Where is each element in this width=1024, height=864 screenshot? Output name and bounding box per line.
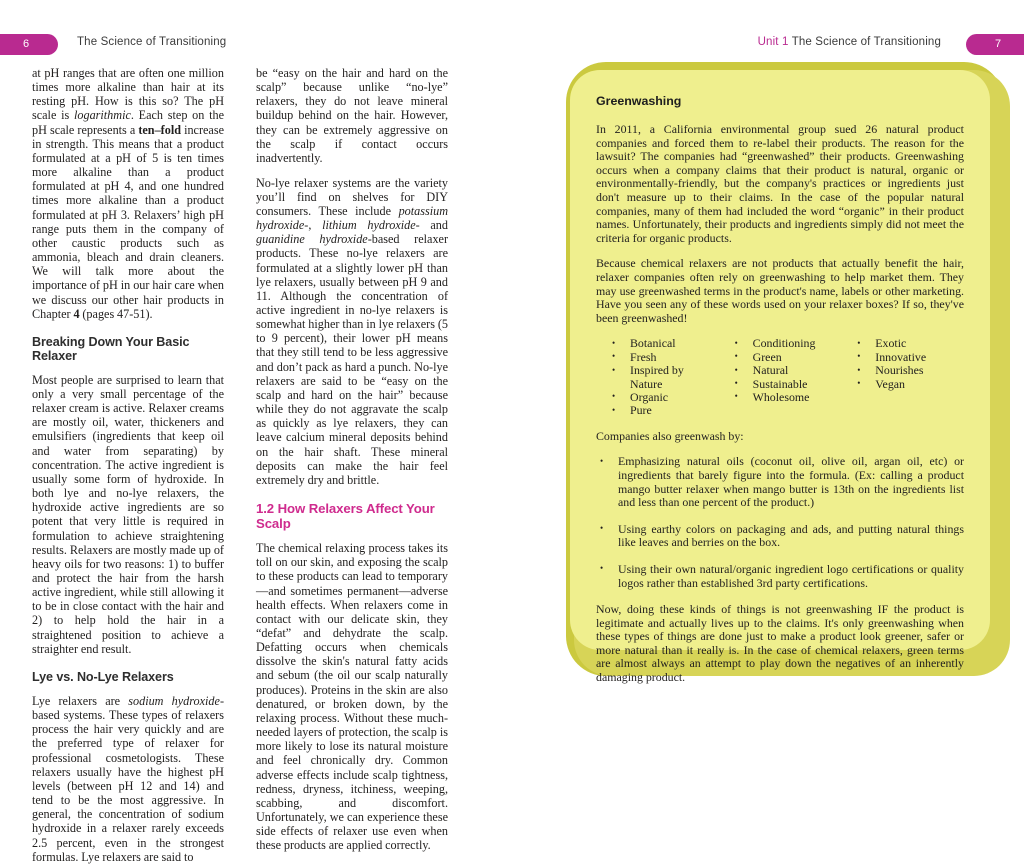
greenwashed-words-column-3 — [841, 337, 964, 417]
list-item: • Sustainable — [733, 378, 842, 391]
unit-label: Unit 1 — [757, 36, 789, 48]
callout-paragraph-1: In 2011, a California environmental group sued 26 natural product companies and forced them to re-label their products. The reason for the lawsuit? The companies had “greenwashed” their products. Greenwashing occurs when a company claims that their product is natural, organic or environmentally-friendly, but the company's practices or ingredients just don't measure up to their claims. In the case of the popular natural companies, many of them had included the word “organic” in their product names. Unfortunately, their products and ingredients simply did not meet the criteria for organic products. — [596, 122, 964, 245]
list-item: • Natural — [733, 364, 842, 377]
paragraph-basic-relaxer: Most people are surprised to learn that only a very small percentage of the relaxer cream is active. Relaxer creams are mostly oil, water, thickeners and emulsifiers (ingredients that keep oil and water from separating) by concentration. The active ingredient is usually some form of hydroxide. In both lye and no-lye relaxers, the hydroxide active ingredients are so potent that very little is required in formulation to achieve straightening results. Relaxers are mostly made up of heavy oils for two reasons: 1) to buffer and protect the hair from the harsh active ingredient, while still allowing it to be in close contact with the hair and 2) to help hold the hair in a straightened position to achieve a straighter end result. — [32, 372, 224, 656]
left-page-column-two — [256, 66, 448, 852]
greenwashed-words-column-2 — [719, 337, 842, 417]
list-item: • Green — [733, 351, 842, 364]
page-number-left: 6 — [0, 34, 58, 55]
list-item: • Vegan — [855, 378, 964, 391]
right-page — [512, 0, 1024, 731]
paragraph-lye-relaxers: Lye relaxers are sodium hydroxide-based systems. These types of relaxers process the hair very quickly and are the preferred type of relaxer for professional cosmetologists. These relaxers usually have the highest pH levels (between pH 12 and 14) and tend to be the most aggressive. In general, the concentration of sodium hydroxide in a relaxer rarely exceeds 2.5 percent, even in the strongest formulas. Lye relaxers are said to — [32, 693, 224, 864]
callout-paragraph-2: Because chemical relaxers are not products that actually benefit the hair, relaxer companies often rely on greenwashing to help market them. They may use greenwashed terms in the product's name, labels or other marketing. Have you seen any of these words used on your relaxer boxes? If so, they've been greenwashed! — [596, 256, 964, 325]
list-item: • Fresh — [610, 351, 719, 364]
running-head-left — [77, 36, 226, 48]
paragraph-continued-col2: be “easy on the hair and hard on the scalp” because unlike “no-lye” relaxers, they do not leave mineral buildup behind on the hair. However, they can be extremely aggressive on the scalp if contact occurs inadvertently. — [256, 66, 448, 165]
callout-lead-in: Companies also greenwash by: — [596, 428, 744, 443]
heading-lye-vs-no-lye-relaxers: Lye vs. No-Lye Relaxers — [32, 669, 174, 684]
list-item: • Wholesome — [733, 391, 842, 404]
list-item: • Exotic — [855, 337, 964, 350]
list-item: • Innovative — [855, 351, 964, 364]
list-item: • Nourishes — [855, 364, 964, 377]
heading-breaking-down-your-basic-relaxer: Breaking Down Your Basic Relaxer — [32, 334, 190, 363]
running-head-left-title: The Science of Transitioning — [77, 36, 227, 48]
left-page — [0, 60, 512, 864]
callout-bullet-2: • Using earthy colors on packaging and ads, and putting natural things like leaves and berries on the box. — [596, 523, 964, 550]
left-page-column-one — [32, 66, 224, 864]
list-item: • Pure — [610, 404, 719, 417]
paragraph-continued-col1: at pH ranges that are often one million times more alkaline than hair at its resting pH. How is this so? The pH scale is logarithmic. Each step on the pH scale represents a ten–fold increase in strength. This means that a product formulated at a pH of 5 is ten times more alkaline than a product formulated at pH 4, and one hundred times more alkaline than a product formulated at pH 3. Relaxers’ high pH range puts them in the company of other caustic products such as ammonia, bleach and drain cleaners. We will talk more about the importance of pH in our hair care when we discuss our other hair products in Chapter 4 (pages 47-51). — [32, 66, 224, 321]
list-item: • Inspired by Nature — [610, 364, 719, 391]
paragraph-relaxing-process: The chemical relaxing process takes its toll on our skin, and exposing the scalp to these products can lead to temporary—and sometimes permanent—adverse health effects. When relaxers come in contact with our delicate skin, they “defat” and dehydrate the scalp. Defatting occurs when chemicals dissolve the skin's natural fatty acids and sebum (the oil our scalp naturally produces). Proteins in the skin are also denatured, or broken down, by the relaxing process. Without these much-needed layers of protection, the scalp is more likely to lose its natural moisture and feel chronically dry. Common adverse effects include scalp tightness, redness, dryness, itchiness, weeping, scabbing, and discomfort. Unfortunately, we can experience these side effects of relaxer use even when these products are applied correctly. — [256, 541, 448, 853]
greenwashed-words-list — [596, 337, 964, 417]
greenwashed-words-column-1 — [596, 337, 719, 417]
callout-closing-paragraph: Now, doing these kinds of things is not greenwashing IF the product is legitimate and actually lives up to the claims. It's only greenwashing when these types of things are done just to make a product look greener, safer or more natural than it really is. In the case of chemical relaxers, green terms are almost always an attempt to play down the negatives of an inherently damaging product. — [596, 602, 964, 685]
list-item: • Organic — [610, 391, 719, 404]
running-head-right-title: The Science of Transitioning — [791, 36, 941, 48]
page-number-right: 7 — [966, 34, 1024, 55]
callout-title: Greenwashing — [596, 94, 682, 108]
heading-how-relaxers-affect-your-scalp: 1.2 How Relaxers Affect Your Scalp — [256, 501, 435, 532]
list-item: • Botanical — [610, 337, 719, 350]
paragraph-no-lye-relaxers: No-lye relaxer systems are the variety you’ll find on shelves for DIY consumers. These include potassium hydroxide-, lithium hydroxide- and guanidine hydroxide-based relaxer products. These no-lye relaxers are formulated at a slightly lower pH than lye relaxers, usually between pH 9 and 11. Although the concentration of active ingredient in no-lye relaxers is somewhat higher than in lye relaxers (5 to 9 percent), their lower pH means that they still tend to be less aggressive and don’t pack as hard a punch. No-lye relaxers are said to be “easy on the scalp and hard on the hair” because while they do not aggravate the scalp as quickly as lye relaxers, they can leave calcium mineral deposits behind on the hair shaft. These mineral deposits can make the hair feel extremely dry and brittle. — [256, 175, 449, 487]
callout-bullet-3: • Using their own natural/organic ingredient logo certifications or quality logos rather than established 3rd party certifications. — [596, 563, 964, 590]
greenwashing-callout — [570, 70, 990, 685]
list-item: • Conditioning — [733, 337, 842, 350]
callout-bullet-1: • Emphasizing natural oils (coconut oil, olive oil, argan oil, etc) or ingredients that barely figure into the formula. (Ex: calling a product mango butter relaxer when mango butter is 13th on the ingredients list and less than one percent of the product.) — [596, 455, 964, 509]
